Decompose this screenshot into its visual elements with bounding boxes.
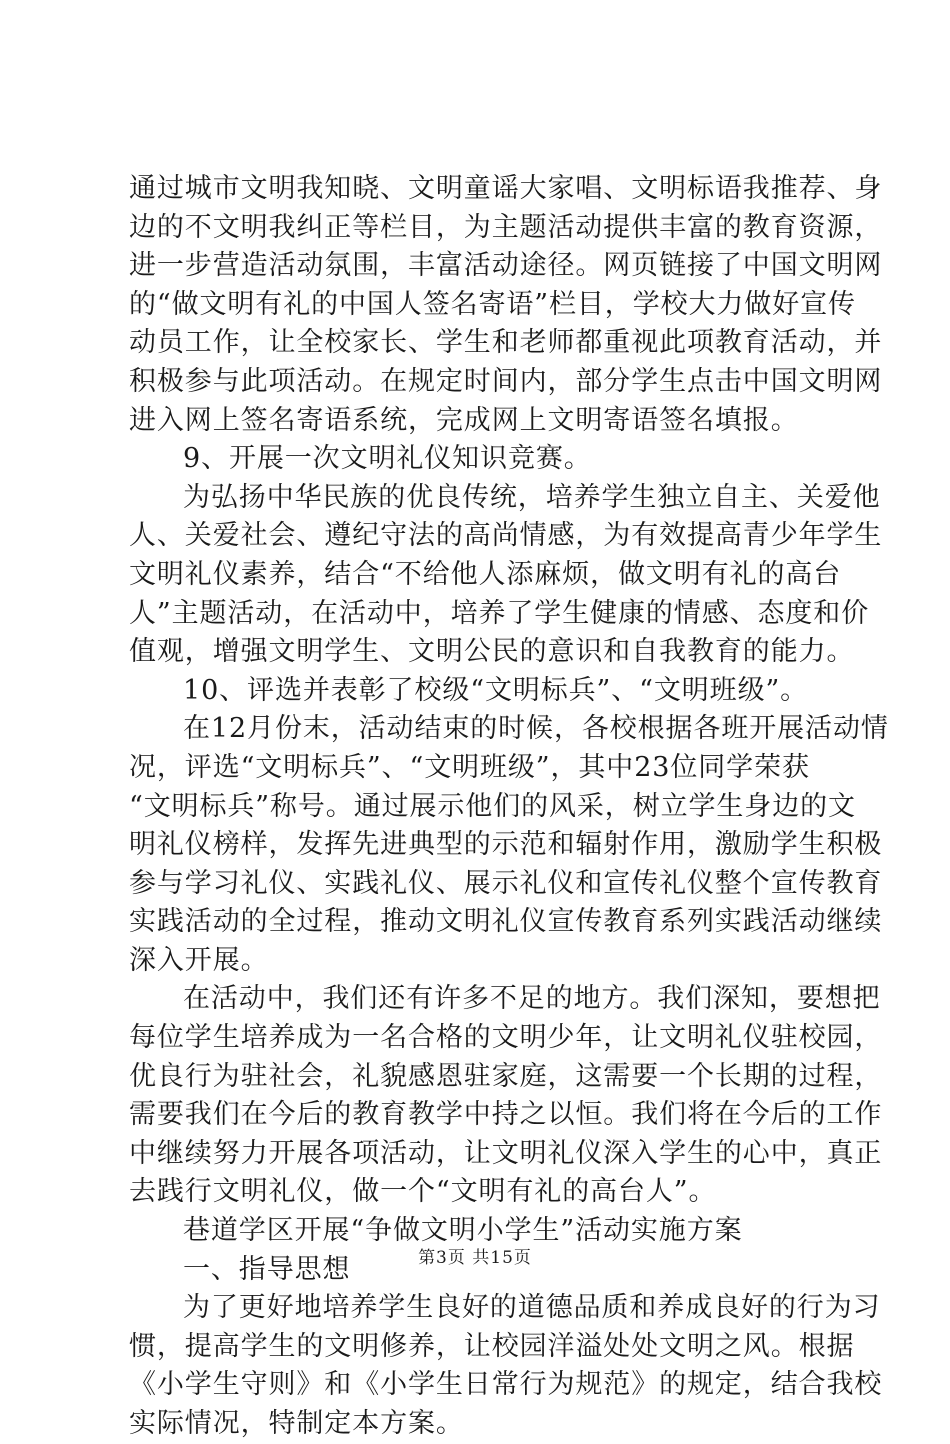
- text-line: 积极参与此项活动。在规定时间内，部分学生点击中国文明网: [129, 365, 883, 397]
- text-line: 实践活动的全过程，推动文明礼仪宣传教育系列实践活动继续: [129, 906, 883, 938]
- text-line: 实际情况，特制定本方案。: [129, 1408, 464, 1439]
- text-line: 每位学生培养成为一名合格的文明少年，让文明礼仪驻校园，: [129, 1022, 883, 1054]
- text-line: 为弘扬中华民族的优良传统，培养学生独立自主、关爱他: [183, 481, 881, 513]
- text-line: 优良行为驻社会，礼貌感恩驻家庭，这需要一个长期的过程，: [129, 1060, 883, 1092]
- page-number-label: 第3页 共15页: [418, 1248, 532, 1268]
- text-line: 为了更好地培养学生良好的道德品质和养成良好的行为习: [183, 1292, 881, 1324]
- text-line: 的“做文明有礼的中国人签名寄语”栏目，学校大力做好宣传: [129, 288, 856, 320]
- text-line: 《小学生守则》和《小学生日常行为规范》的规定，结合我校: [129, 1369, 883, 1401]
- text-line: 人、关爱社会、遵纪守法的高尚情感，为有效提高青少年学生: [129, 520, 883, 552]
- text-line: 动员工作，让全校家长、学生和老师都重视此项教育活动，并: [129, 327, 883, 359]
- text-line: 通过城市文明我知晓、文明童谣大家唱、文明标语我推荐、身: [129, 173, 883, 204]
- text-line: 明礼仪榜样，发挥先进典型的示范和辐射作用，激励学生积极: [129, 829, 883, 861]
- text-line: 况，评选“文明标兵”、“文明班级”，其中23位同学荣获: [129, 751, 810, 783]
- page-footer: [0, 1243, 950, 1268]
- text-line: 进入网上签名寄语系统，完成网上文明寄语签名填报。: [129, 404, 799, 436]
- text-line: 惯，提高学生的文明修养，让校园洋溢处处文明之风。根据: [129, 1330, 855, 1362]
- text-line: 值观，增强文明学生、文明公民的意识和自我教育的能力。: [129, 636, 855, 668]
- text-line: 进一步营造活动氛围，丰富活动途径。网页链接了中国文明网: [129, 250, 883, 282]
- text-line: 需要我们在今后的教育教学中持之以恒。我们将在今后的工作: [129, 1099, 883, 1131]
- text-line: 人”主题活动，在活动中，培养了学生健康的情感、态度和价: [129, 597, 870, 629]
- text-line: “文明标兵”称号。通过展示他们的风采，树立学生身边的文: [129, 790, 856, 822]
- text-line: 深入开展。: [129, 944, 269, 976]
- text-line: 边的不文明我纠正等栏目，为主题活动提供丰富的教育资源，: [129, 211, 883, 243]
- text-line: 9、开展一次文明礼仪知识竞赛。: [183, 443, 592, 475]
- text-line: 巷道学区开展“争做文明小学生”活动实施方案: [183, 1215, 743, 1247]
- text-line: 一、指导思想: [183, 1253, 351, 1285]
- text-line: 去践行文明礼仪，做一个“文明有礼的高台人”。: [129, 1176, 717, 1208]
- text-line: 10、评选并表彰了校级“文明标兵”、“文明班级”。: [183, 674, 809, 706]
- text-line: 参与学习礼仪、实践礼仪、展示礼仪和宣传礼仪整个宣传教育: [129, 867, 883, 899]
- text-line: 在活动中，我们还有许多不足的地方。我们深知，要想把: [183, 983, 881, 1015]
- text-line: 文明礼仪素养，结合“不给他人添麻烦，做文明有礼的高台: [129, 558, 842, 590]
- text-line: 在12月份末，活动结束的时候，各校根据各班开展活动情: [183, 713, 889, 745]
- text-line: 中继续努力开展各项活动，让文明礼仪深入学生的心中，真正: [129, 1137, 883, 1169]
